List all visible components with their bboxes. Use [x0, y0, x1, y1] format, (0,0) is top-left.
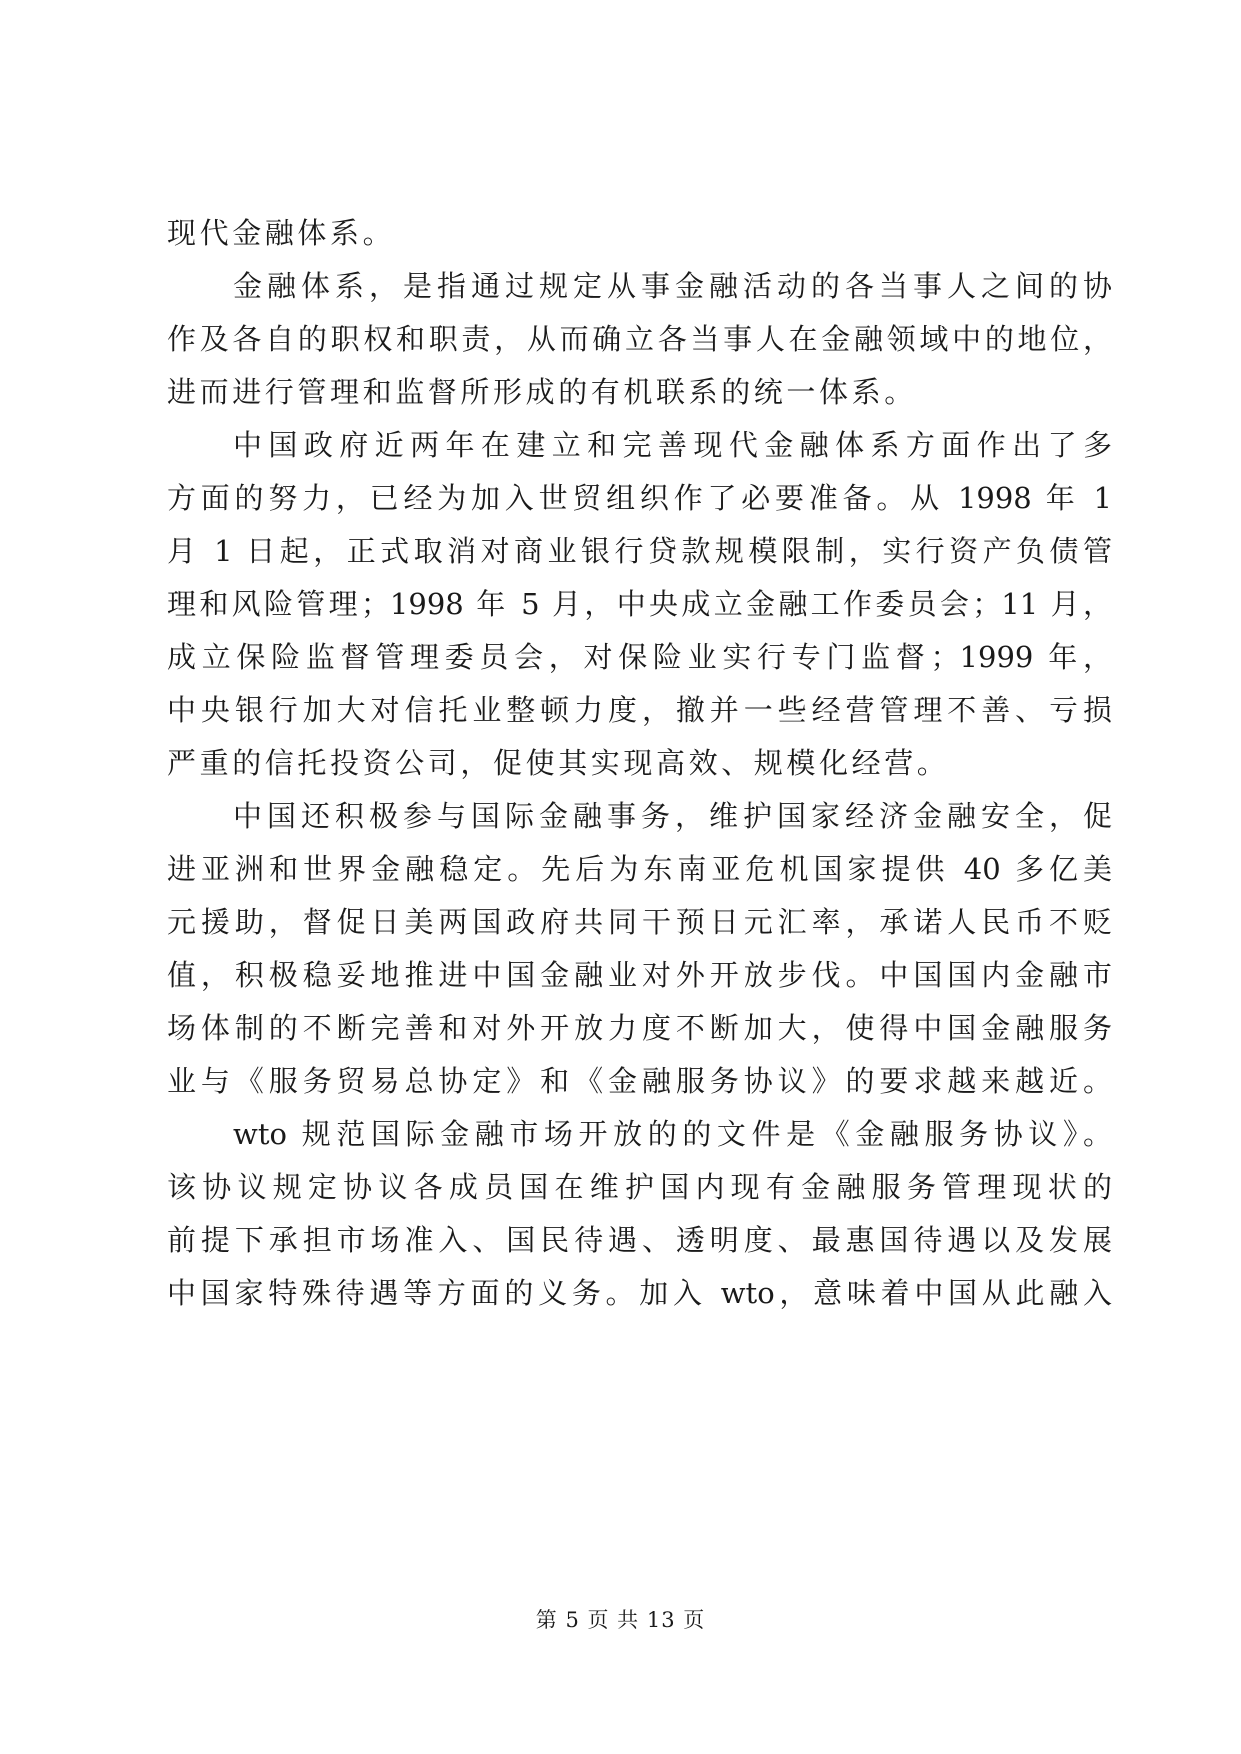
- text-line: 中国还积极参与国际金融事务，维护国家经济金融安全，促: [233, 799, 1112, 833]
- text-line: 金融体系，是指通过规定从事金融活动的各当事人之间的协: [233, 269, 1112, 303]
- text-line: 严重的信托投资公司，促使其实现高效、规模化经营。: [167, 746, 950, 780]
- text-line: 月 1 日起，正式取消对商业银行贷款规模限制，实行资产负债管: [167, 534, 1112, 568]
- text-line: 作及各自的职权和职责，从而确立各当事人在金融领域中的地位，: [167, 322, 1112, 356]
- text-line: 该协议规定协议各成员国在维护国内现有金融服务管理现状的: [167, 1170, 1112, 1204]
- text-line: 前提下承担市场准入、国民待遇、透明度、最惠国待遇以及发展: [167, 1223, 1112, 1257]
- text-line: 进亚洲和世界金融稳定。先后为东南亚危机国家提供 40 多亿美: [167, 852, 1112, 886]
- text-line: 理和风险管理；1998 年 5 月，中央成立金融工作委员会；11 月，: [167, 587, 1112, 621]
- text-line: 元援助，督促日美两国政府共同干预日元汇率，承诺人民币不贬: [167, 905, 1112, 939]
- body-text: [167, 207, 1112, 1320]
- text-line: 现代金融体系。: [167, 216, 396, 250]
- text-line: 业与《服务贸易总协定》和《金融服务协议》的要求越来越近。: [167, 1064, 1112, 1098]
- text-line: 进而进行管理和监督所形成的有机联系的统一体系。: [167, 375, 917, 409]
- text-line: 中国政府近两年在建立和完善现代金融体系方面作出了多: [233, 428, 1112, 462]
- text-line: 场体制的不断完善和对外开放力度不断加大，使得中国金融服务: [167, 1011, 1112, 1045]
- page-footer: 第 5 页 共 13 页: [535, 1608, 706, 1632]
- text-line: wto 规范国际金融市场开放的的文件是《金融服务协议》。: [233, 1117, 1112, 1151]
- text-line: 成立保险监督管理委员会，对保险业实行专门监督；1999 年，: [167, 640, 1112, 674]
- text-line: 中央银行加大对信托业整顿力度，撤并一些经营管理不善、亏损: [167, 693, 1112, 727]
- text-line: 中国家特殊待遇等方面的义务。加入 wto，意味着中国从此融入: [167, 1276, 1112, 1310]
- text-line: 值，积极稳妥地推进中国金融业对外开放步伐。中国国内金融市: [167, 958, 1112, 992]
- text-line: 方面的努力，已经为加入世贸组织作了必要准备。从 1998 年 1: [167, 481, 1112, 515]
